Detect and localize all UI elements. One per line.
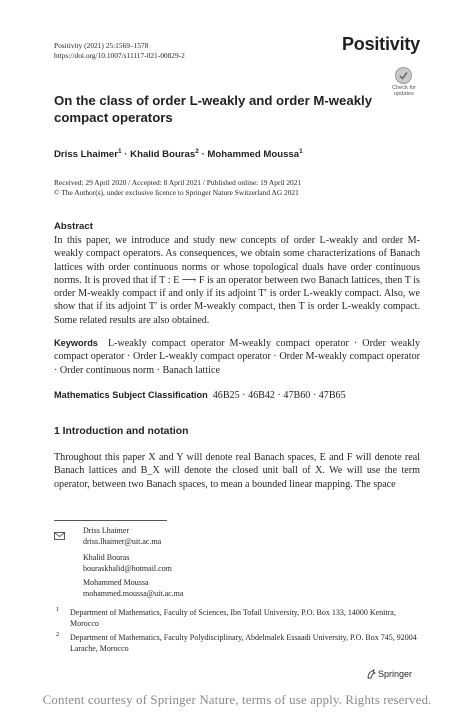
author-separator: · [124, 149, 128, 161]
author-name[interactable]: Khalid Bouras [130, 149, 196, 161]
footnote-divider [54, 520, 167, 521]
msc-block [54, 389, 420, 402]
contact-email[interactable]: bouraskhalid@hotmail.com [83, 564, 172, 573]
footer-notice: Content courtesy of Springer Nature, terms of use apply. Rights reserved. [42, 692, 432, 707]
affiliation-text: Department of Mathematics, Faculty Polydisciplinary, Abdelmalek Essaadi University, P.O. Box 745, 92004 Larache, Morocco [70, 633, 417, 653]
dates-line: Received: 29 April 2020 / Accepted: 8 April 2021 / Published online: 19 April 2021 [54, 178, 302, 187]
check-for-updates-badge[interactable] [388, 67, 420, 103]
author-affiliation-mark: 1 [299, 148, 303, 155]
intro-paragraph: Throughout this paper X and Y will denote real Banach spaces, E and F will denote real Banach lattices and B_X will denote the closed unit ball of X. We will use the term operator, between two Banach spaces, to mean a bounded linear mapping. The space [54, 452, 420, 490]
affiliation-number: 2 [56, 631, 60, 638]
journal-citation: Positivity (2021) 25:1569–1578 [54, 41, 149, 50]
publication-dates [54, 178, 301, 198]
author-name[interactable]: Mohammed Moussa [207, 149, 300, 161]
publisher-name: Springer [378, 669, 413, 679]
author-affiliation-mark: 2 [195, 148, 199, 155]
author-affiliation-mark: 1 [118, 148, 122, 155]
affiliation-number: 1 [56, 606, 60, 613]
check-updates-icon [395, 67, 412, 84]
author-name[interactable]: Driss Lhaimer [54, 149, 118, 161]
publisher-logo [366, 669, 412, 679]
abstract-heading: Abstract [54, 221, 93, 232]
contact-entry [83, 552, 172, 574]
msc-codes: 46B25 · 46B42 · 47B60 · 47B65 [212, 390, 346, 401]
doi-link[interactable]: https://doi.org/10.1007/s11117-021-00829-2 [54, 51, 185, 60]
author-list [54, 148, 303, 160]
keywords-block [54, 337, 420, 377]
contact-entry [83, 577, 183, 599]
contact-email[interactable]: driss.lhaimer@uit.ac.ma [83, 537, 162, 546]
section-heading: 1 Introduction and notation [54, 426, 189, 437]
author-separator: · [201, 149, 205, 161]
journal-name: Positivity [341, 34, 420, 54]
envelope-icon [54, 527, 65, 535]
journal-reference [54, 41, 185, 61]
contact-name: Mohammed Moussa [83, 578, 149, 587]
keywords-text: L-weakly compact operator M-weakly compact operator · Order weakly compact operator · Order L-weakly compact operator · Order M-weakly compact operator · Order continuous norm · Banach lattice [54, 338, 420, 376]
badge-label-line2: updates [394, 91, 414, 97]
copyright-line: © The Author(s), under exclusive licence to Springer Nature Switzerland AG 2021 [54, 188, 299, 197]
badge-label-line1: Check for [392, 85, 416, 91]
msc-label: Mathematics Subject Classification [54, 390, 208, 400]
contact-name: Khalid Bouras [83, 553, 130, 562]
contact-email[interactable]: mohammed.moussa@uit.ac.ma [83, 589, 184, 598]
affiliation-text: Department of Mathematics, Faculty of Sciences, Ibn Tofail University, P.O. Box 133, 14000 Kenitra, Morocco [70, 608, 396, 628]
abstract-text: In this paper, we introduce and study new concepts of order L-weakly and order M-weakly compact operators. As consequences, we obtain some characterizations of Banach lattices with order continuous norms or whose topological duals have order continuous norms. It is proved that if T : E ⟶ F is an operator between two Banach lattices, then T is order M-weakly compact if and only if its adjoint T′ is order L-weakly compact. Also, we show that if its adjoint T′ is order M-weakly compact, then T is order L-weakly compact. Some related results are also obtained. [54, 235, 420, 326]
contact-entry [83, 525, 161, 547]
contact-name: Driss Lhaimer [83, 526, 129, 535]
springer-horse-icon [366, 669, 376, 679]
keywords-label: Keywords [54, 338, 98, 348]
paper-title: On the class of order L-weakly and order M-weakly compact operators [54, 93, 373, 125]
